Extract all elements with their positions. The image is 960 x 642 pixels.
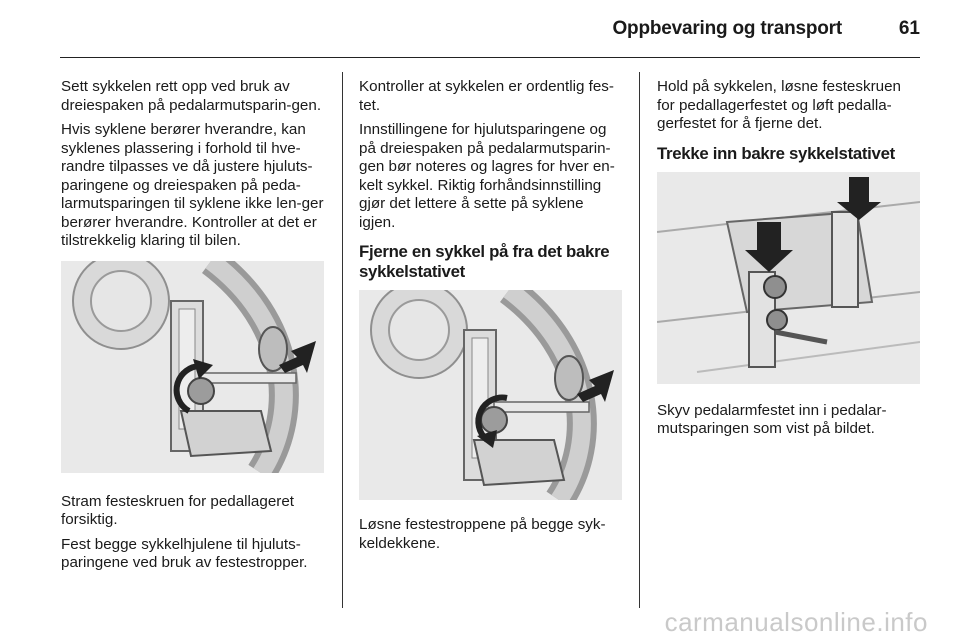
col1-paragraph-3: Stram festeskruen for pedallageret forsiktig. — [61, 492, 294, 528]
column-divider-2 — [639, 72, 640, 608]
col2-paragraph-3: Løsne festestroppene på begge syk-keldekkene. — [359, 516, 606, 552]
col3-heading: Trekke inn bakre sykkelstativet — [657, 143, 895, 163]
col1-paragraph-1: Sett sykkelen rett opp ved bruk av dreiespaken på pedalarmutsparin-gen. — [61, 78, 322, 114]
page-number: 61 — [898, 18, 920, 39]
retract-carrier-illustration — [657, 172, 920, 384]
column-3 — [657, 78, 921, 445]
page-title: Oppbevaring og transport — [612, 18, 842, 39]
page-header — [60, 0, 920, 54]
col3-paragraph-1: Hold på sykkelen, løsne festeskruen for pedallagerfestet og løft pedalla-gerfestet for å fjerne det. — [657, 78, 901, 132]
col2-paragraph-1: Kontroller at sykkelen er ordentlig fes-tet. — [359, 78, 614, 114]
column-2 — [359, 78, 623, 559]
col1-paragraph-2: Hvis syklene berører hverandre, kan syklenes plassering i forhold til hve-randre tilpasses ve då justere hjuluts-paringene og dreiespaken på peda-larmutsparingen til syklene ikke len-ger berører hverandre. Kontroller at det er tilstrekkelig klaring til bilen. — [61, 121, 324, 249]
site-watermark: carmanualsonline.info — [664, 607, 928, 637]
col2-heading: Fjerne en sykkel på fra det bakre sykkelstativet — [359, 242, 610, 281]
col3-paragraph-2: Skyv pedalarmfestet inn i pedalar-mutsparingen som vist på bildet. — [657, 401, 887, 437]
col2-paragraph-2: Innstillingene for hjulutsparingene og på dreiespaken på pedalarmutsparin-gen bør noteres og lagres for hver en-kelt sykkel. Riktig forhåndsinnstilling gjør det lettere å sette på syklene igjen. — [359, 121, 615, 231]
pedal-mount-tighten-illustration — [61, 261, 324, 473]
col1-paragraph-4: Fest begge sykkelhjulene til hjuluts-paringene ved bruk av festestropper. — [61, 535, 308, 571]
pedal-mount-loosen-illustration — [359, 290, 622, 500]
column-divider-1 — [342, 72, 343, 608]
header-divider — [60, 57, 920, 58]
column-1 — [61, 78, 325, 579]
